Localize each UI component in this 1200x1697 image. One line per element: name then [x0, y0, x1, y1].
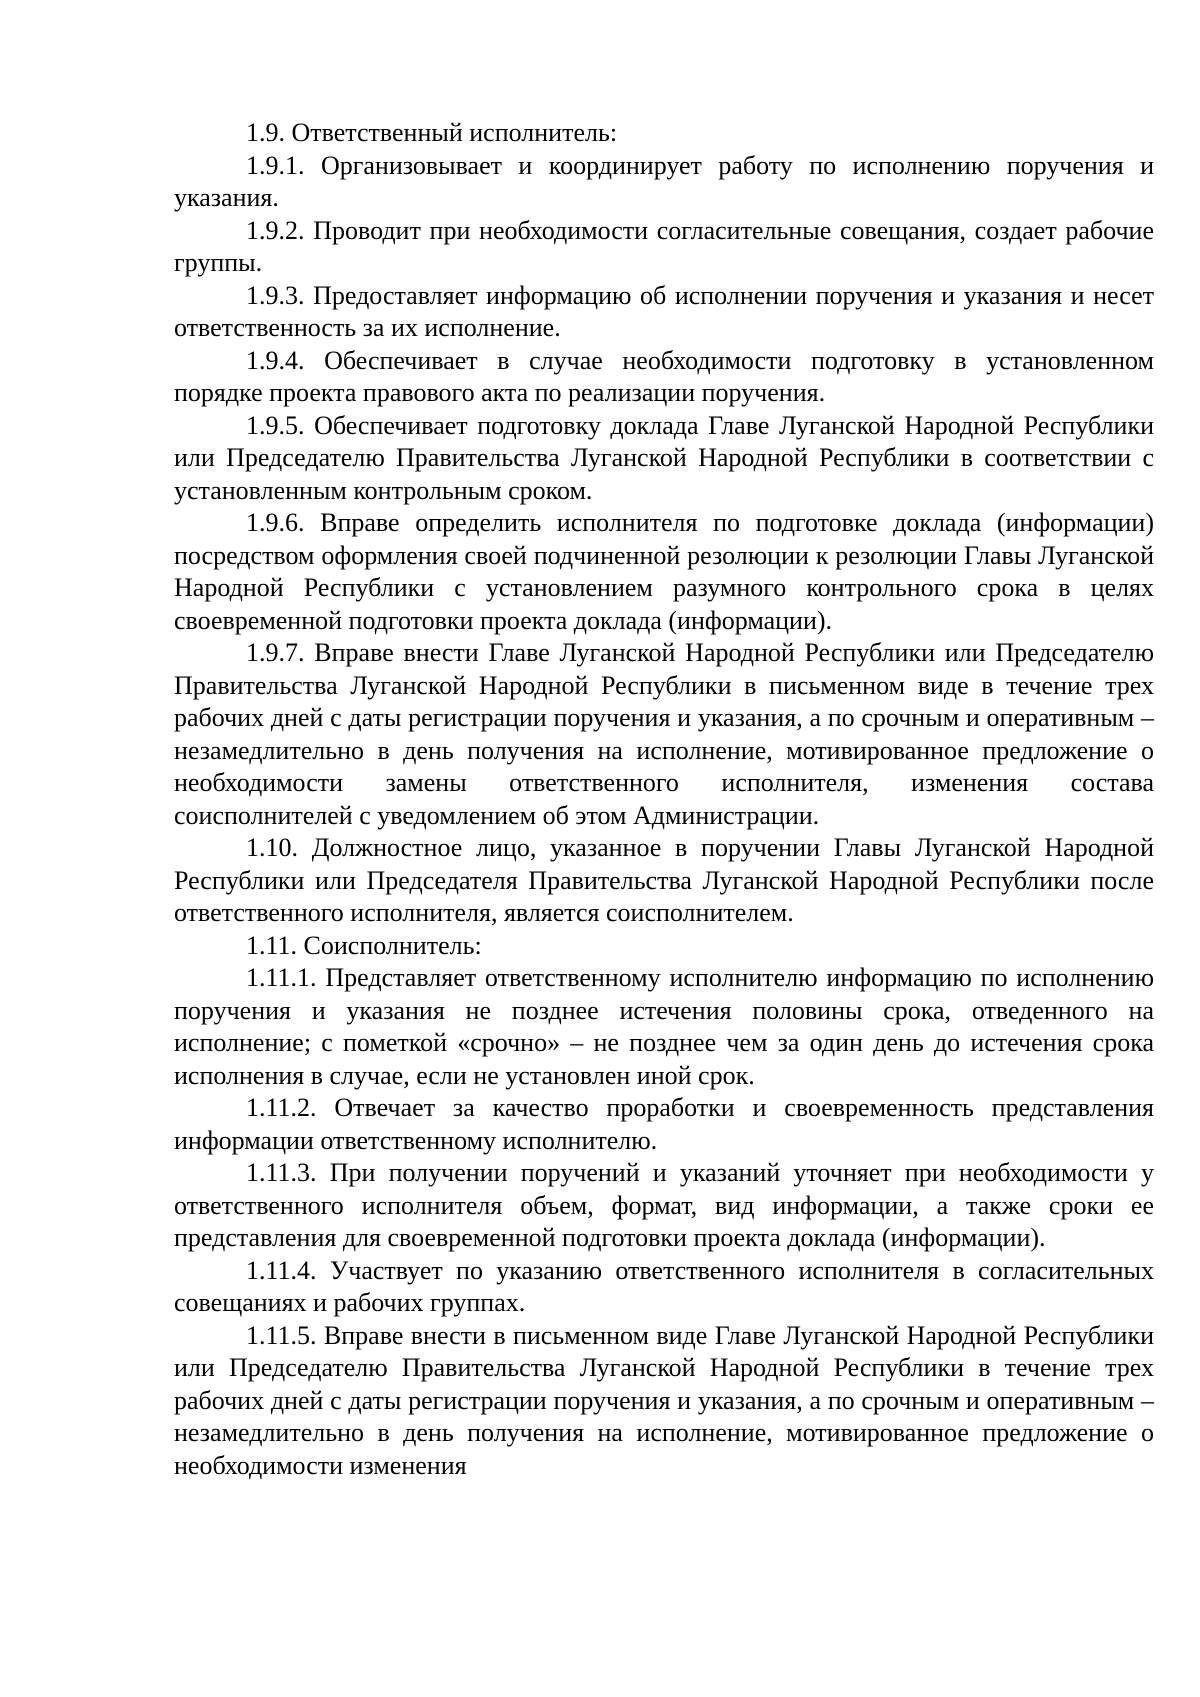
paragraph-1-11 [174, 930, 1154, 963]
paragraph-1-11-1 [174, 962, 1154, 1092]
paragraph-1-9-7 [174, 637, 1154, 832]
paragraph-number: 1.9.4. [246, 345, 305, 375]
paragraph-1-9-1 [174, 150, 1154, 215]
paragraph-text: Предоставляет информацию об исполнении поручения и указания и несет ответственность за их исполнение. [174, 280, 1154, 342]
paragraph-number: 1.11. [246, 930, 298, 960]
paragraph-1-9-4 [174, 345, 1154, 410]
paragraph-1-9-6 [174, 507, 1154, 637]
paragraph-text: Должностное лицо, указанное в поручении Главы Луганской Народной Республики или Председателя Правительства Луганской Народной Республики после ответственного исполнителя, является соисполнителем. [174, 833, 1154, 927]
paragraph-number: 1.11.1. [246, 963, 317, 992]
paragraph-number: 1.11.4. [246, 1255, 317, 1285]
paragraph-1-9-5 [174, 410, 1154, 508]
paragraph-text: Проводит при необходимости согласительные совещания, создает рабочие группы. [174, 215, 1155, 277]
paragraph-number: 1.9.3. [246, 280, 305, 310]
paragraph-text: Отвечает за качество проработки и своевременность представления информации ответственному исполнителю. [174, 1093, 1155, 1155]
paragraph-text: Ответственный исполнитель: [291, 118, 618, 147]
paragraph-number: 1.9.6. [246, 508, 305, 537]
paragraph-text: Вправе определить исполнителя по подготовке доклада (информации) посредством оформления своей подчиненной резолюции к резолюции Главы Луганской Народной Республики с установлением разумного контрольного срока в целях своевременной подготовки проекта доклада (информации). [174, 508, 1155, 635]
paragraph-1-11-4 [174, 1255, 1154, 1320]
paragraph-text: Обеспечивает в случае необходимости подготовку в установленном порядке проекта правового акта по реализации поручения. [174, 345, 1154, 407]
paragraph-text: Обеспечивает подготовку доклада Главе Луганской Народной Республики или Председателю Правительства Луганской Народной Республики в соответствии с установленным контрольным сроком. [174, 410, 1155, 505]
paragraph-number: 1.11.3. [246, 1158, 317, 1187]
paragraph-number: 1.11.2. [246, 1093, 317, 1122]
paragraph-number: 1.9. [246, 118, 285, 147]
paragraph-text: Организовывает и координирует работу по исполнению поручения и указания. [174, 150, 1155, 212]
paragraph-text: Представляет ответственному исполнителю информацию по исполнению поручения и указания не позднее истечения половины срока, отведенного на исполнение; с пометкой «срочно» – не позднее чем за один день до истечения срока исполнения в случае, если не установлен иной срок. [174, 963, 1155, 1090]
paragraph-number: 1.9.5. [246, 410, 305, 440]
document-page [174, 117, 1154, 1482]
paragraph-text: Соисполнитель: [303, 930, 482, 960]
paragraph-text: Вправе внести в письменном виде Главе Луганской Народной Республики или Председателю Правительства Луганской Народной Республики в течение трех рабочих дней с даты регистрации поручения и указания, а по срочным и оперативным – незамедлительно в день получения на исполнение, мотивированное предложение о необходимости изменения [174, 1320, 1154, 1480]
paragraph-number: 1.9.1. [246, 150, 305, 180]
paragraph-1-10 [174, 832, 1154, 930]
paragraph-number: 1.11.5. [246, 1320, 317, 1350]
paragraph-number: 1.9.7. [246, 638, 305, 667]
paragraph-1-11-3 [174, 1157, 1154, 1255]
paragraph-1-11-5 [174, 1320, 1154, 1483]
paragraph-text: Участвует по указанию ответственного исполнителя в согласительных совещаниях и рабочих группах. [174, 1255, 1154, 1317]
paragraph-text: Вправе внести Главе Луганской Народной Республики или Председателю Правительства Луганской Народной Республики в письменном виде в течение трех рабочих дней с даты регистрации поручения и указания, а по срочным и оперативным – незамедлительно в день получения на исполнение, мотивированное предложение о необходимости замены ответственного исполнителя, изменения состава соисполнителей с уведомлением об этом Администрации. [174, 638, 1154, 830]
paragraph-text: При получении поручений и указаний уточняет при необходимости у ответственного исполнителя объем, формат, вид информации, а также сроки ее представления для своевременной подготовки проекта доклада (информации). [174, 1158, 1155, 1252]
paragraph-1-9 [174, 117, 1154, 150]
paragraph-1-11-2 [174, 1092, 1154, 1157]
paragraph-1-9-3 [174, 280, 1154, 345]
paragraph-1-9-2 [174, 215, 1154, 280]
paragraph-number: 1.9.2. [246, 215, 305, 245]
paragraph-number: 1.10. [246, 833, 298, 862]
